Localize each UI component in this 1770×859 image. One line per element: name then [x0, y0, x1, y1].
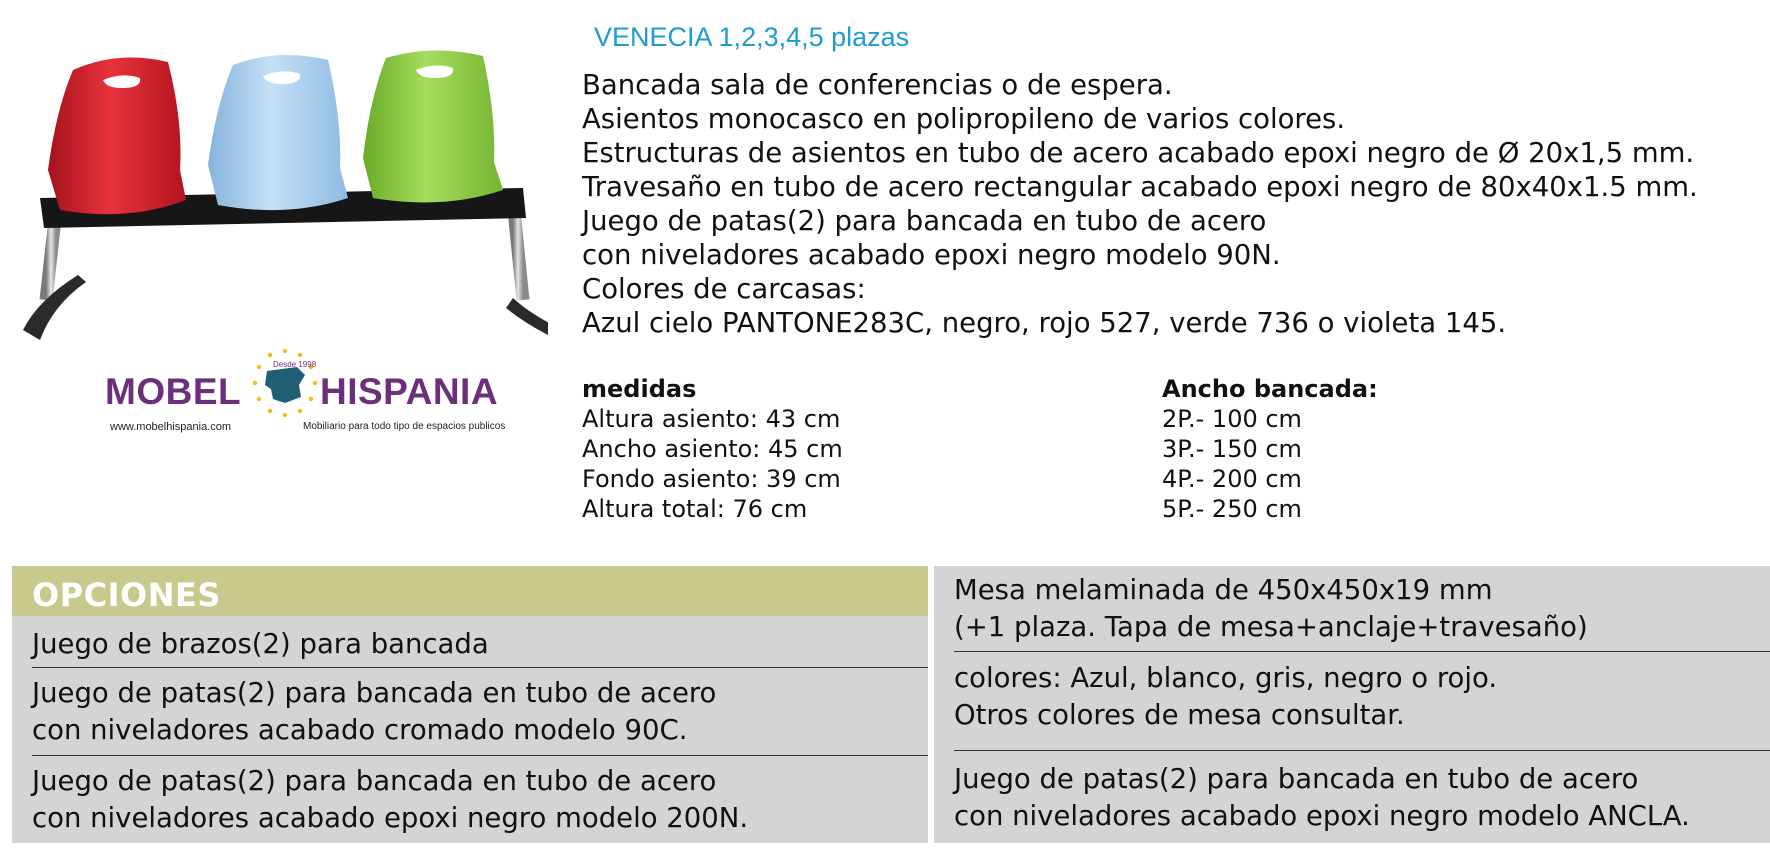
option-divider: [32, 667, 928, 668]
option-line: Juego de patas(2) para bancada en tubo de acero: [32, 765, 717, 797]
bench-width-item: 3P.- 150 cm: [1162, 435, 1302, 463]
logo-word-right: HISPANIA: [320, 371, 499, 412]
option-item: [32, 675, 716, 749]
description-line: Travesaño en tubo de acero rectangular acabado epoxi negro de 80x40x1.5 mm.: [582, 171, 1698, 203]
product-title: VENECIA 1,2,3,4,5 plazas: [594, 22, 910, 52]
logo-word-left: MOBEL: [105, 371, 242, 412]
measure-item: Ancho asiento: 45 cm: [582, 435, 843, 463]
measures-block: [582, 374, 843, 524]
description-line: Asientos monocasco en polipropileno de varios colores.: [582, 103, 1346, 135]
description-line: Colores de carcasas:: [582, 273, 866, 305]
option-line: Mesa melaminada de 450x450x19 mm: [954, 574, 1493, 606]
logo-tagline: Mobiliario para todo tipo de espacios publicos: [303, 421, 506, 432]
option-divider: [954, 651, 1770, 652]
bench-width-item: 4P.- 200 cm: [1162, 465, 1302, 493]
measure-item: Altura total: 76 cm: [582, 495, 808, 523]
options-heading: OPCIONES: [32, 576, 221, 614]
measures-heading: medidas: [582, 375, 697, 403]
option-line: Juego de patas(2) para bancada en tubo de acero: [32, 677, 717, 709]
option-line: (+1 plaza. Tapa de mesa+anclaje+travesaño): [954, 611, 1588, 643]
iberia-map-icon: [245, 345, 325, 425]
option-divider: [32, 755, 928, 756]
option-line: Otros colores de mesa consultar.: [954, 699, 1405, 731]
option-line: con niveladores acabado cromado modelo 90C.: [32, 714, 688, 746]
option-line: con niveladores acabado epoxi negro modelo 200N.: [32, 802, 749, 834]
option-item: [32, 763, 748, 837]
description-line: Juego de patas(2) para bancada en tubo de acero: [582, 205, 1267, 237]
option-line: Juego de patas(2) para bancada en tubo de acero: [954, 763, 1639, 795]
option-divider: [954, 750, 1770, 751]
option-item: [32, 626, 489, 663]
bench-width-item: 5P.- 250 cm: [1162, 495, 1302, 523]
options-header: [12, 566, 928, 616]
description-line: Azul cielo PANTONE283C, negro, rojo 527, verde 736 o violeta 145.: [582, 307, 1507, 339]
description-line: Estructuras de asientos en tubo de acero acabado epoxi negro de Ø 20x1,5 mm.: [582, 137, 1695, 169]
brand-logo: [95, 345, 515, 440]
options-panel-right: [934, 566, 1770, 843]
bench-width-heading: Ancho bancada:: [1162, 375, 1378, 403]
options-panel-left: [12, 566, 928, 843]
product-description: [582, 68, 1698, 340]
option-line: con niveladores acabado epoxi negro modelo ANCLA.: [954, 800, 1690, 832]
bench-width-block: [1162, 374, 1378, 524]
description-line: Bancada sala de conferencias o de espera.: [582, 69, 1173, 101]
option-item: [954, 572, 1588, 646]
option-line: colores: Azul, blanco, gris, negro o rojo.: [954, 662, 1498, 694]
measure-item: Altura asiento: 43 cm: [582, 405, 841, 433]
option-item: [954, 761, 1690, 835]
measure-item: Fondo asiento: 39 cm: [582, 465, 841, 493]
option-item: [954, 660, 1497, 734]
bench-illustration: [18, 50, 548, 350]
option-line: Juego de brazos(2) para bancada: [32, 628, 489, 660]
logo-since: Desde 1998: [273, 360, 317, 369]
product-image: [18, 50, 548, 350]
logo-url[interactable]: www.mobelhispania.com: [110, 421, 232, 433]
description-line: con niveladores acabado epoxi negro modelo 90N.: [582, 239, 1281, 271]
bench-width-item: 2P.- 100 cm: [1162, 405, 1302, 433]
